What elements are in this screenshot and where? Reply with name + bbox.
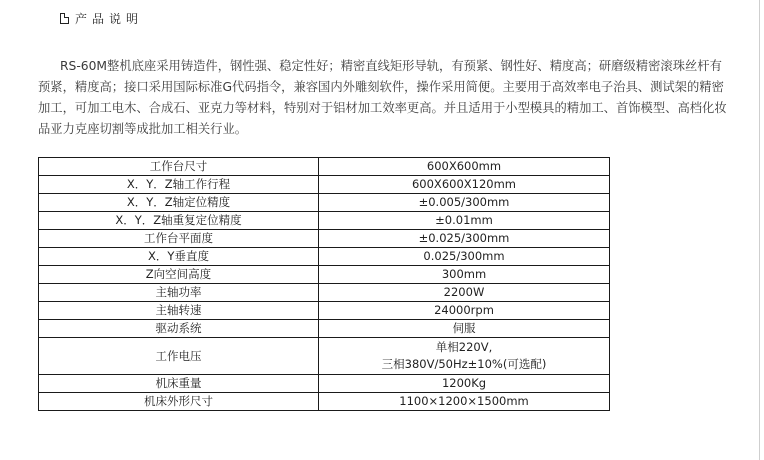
spec-value: 0.025/300mm [319,248,610,266]
table-row [39,302,610,320]
spec-label: 机床外形尺寸 [39,393,319,411]
section-header [60,9,143,27]
table-row [39,230,610,248]
spec-value-line: 三相380V/50Hz±10%(可选配) [381,357,547,371]
spec-value: 1200Kg [319,375,610,393]
table-row [39,158,610,176]
spec-value: 600X600mm [319,158,610,176]
spec-label: 工作台尺寸 [39,158,319,176]
spec-value: 1100×1200×1500mm [319,393,610,411]
spec-label: X．Y．Z轴重复定位精度 [39,212,319,230]
spec-label: X．Y垂直度 [39,248,319,266]
spec-value: 2200W [319,284,610,302]
spec-label: 驱动系统 [39,320,319,338]
product-description: RS-60M整机底座采用铸造件，钢性强、稳定性好；精密直线矩形导轨，有预紧、钢性好、精度高；研磨级精密滚珠丝杆有预紧，精度高；接口采用国际标准G代码指令，兼容国内外雕刻软件，操作采用简便。主要用于高效率电子治具、测试架的精密加工，可加工电木、合成石、亚克力等材料，特别对于铝材加工效率更高。并且适用于小型模具的精加工、首饰模型、高档化妆品亚力克座切割等成批加工相关行业。 [38,59,727,136]
spec-value [319,338,610,375]
spec-label: 工作台平面度 [39,230,319,248]
spec-label: 工作电压 [39,338,319,375]
spec-label: 机床重量 [39,375,319,393]
table-row [39,320,610,338]
table-row [39,176,610,194]
table-row [39,284,610,302]
document-icon [60,13,69,24]
table-row [39,194,610,212]
table-row [39,338,610,375]
page-right-border [759,0,760,460]
spec-value: ±0.01mm [319,212,610,230]
table-row [39,248,610,266]
spec-label: 主轴转速 [39,302,319,320]
table-row [39,266,610,284]
table-row [39,212,610,230]
spec-value: ±0.025/300mm [319,230,610,248]
spec-label: X．Y．Z轴定位精度 [39,194,319,212]
table-row [39,393,610,411]
spec-label: 主轴功率 [39,284,319,302]
section-title: 产品说明 [75,11,144,26]
spec-value: ±0.005/300mm [319,194,610,212]
spec-label: X．Y．Z轴工作行程 [39,176,319,194]
spec-table [38,157,610,411]
spec-value: 600X600X120mm [319,176,610,194]
table-row [39,375,610,393]
spec-value: 伺服 [319,320,610,338]
spec-value: 300mm [319,266,610,284]
spec-value: 24000rpm [319,302,610,320]
spec-value-line: 单相220V, [435,340,493,354]
spec-label: Z向空间高度 [39,266,319,284]
